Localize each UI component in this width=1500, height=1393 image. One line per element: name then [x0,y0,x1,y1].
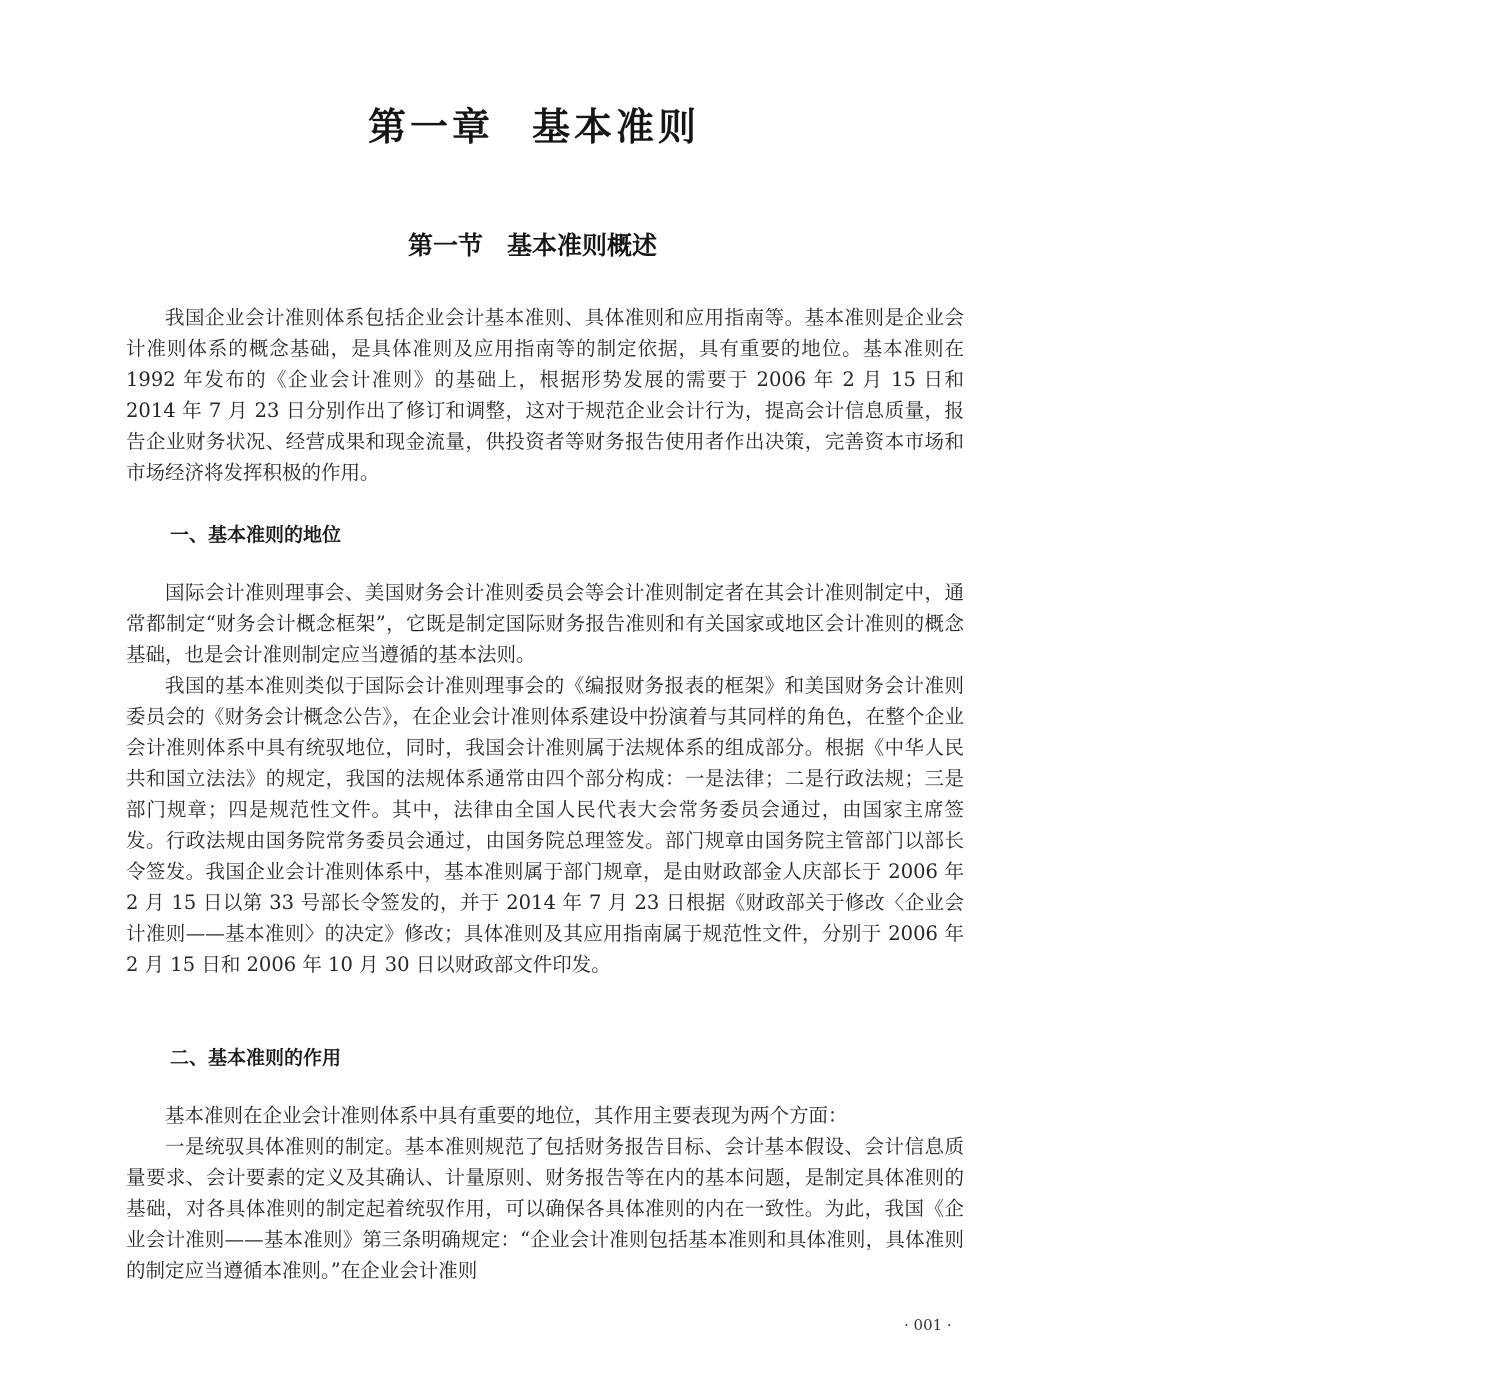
subsection-role-text [126,1100,964,1286]
intro-text [126,302,964,488]
paragraph: 一是统驭具体准则的制定。基本准则规范了包括财务报告目标、会计基本假设、会计信息质量要求、会计要素的定义及其确认、计量原则、财务报告等在内的基本问题，是制定具体准则的基础，对各具体准则的制定起着统驭作用，可以确保各具体准则的内在一致性。为此，我国《企业会计准则——基本准则》第三条明确规定：“企业会计准则包括基本准则和具体准则，具体准则的制定应当遵循本准则。”在企业会计准则 [126,1135,964,1282]
paragraph: 国际会计准则理事会、美国财务会计准则委员会等会计准则制定者在其会计准则制定中，通常都制定“财务会计概念框架”，它既是制定国际财务报告准则和有关国家或地区会计准则的概念基础，也是会计准则制定应当遵循的基本法则。 [126,581,964,666]
chapter-name: 基本准则 [532,104,701,149]
subsection-status-text [126,577,964,980]
chapter-title [368,96,700,151]
chapter-number: 第一章 [368,104,495,149]
section-name: 基本准则概述 [507,231,658,260]
subsection-heading-status: 一、基本准则的地位 [170,524,342,546]
paragraph: 我国的基本准则类似于国际会计准则理事会的《编报财务报表的框架》和美国财务会计准则委员会的《财务会计概念公告》，在企业会计准则体系建设中扮演着与其同样的角色，在整个企业会计准则体系中具有统驭地位，同时，我国会计准则属于法规体系的组成部分。根据《中华人民共和国立法法》的规定，我国的法规体系通常由四个部分构成：一是法律；二是行政法规；三是部门规章；四是规范性文件。其中，法律由全国人民代表大会常务委员会通过，由国家主席签发。行政法规由国务院常务委员会通过，由国务院总理签发。部门规章由国务院主管部门以部长令签发。我国企业会计准则体系中，基本准则属于部门规章，是由财政部金人庆部长于 2006 年 2 月 15 日以第 33 号部长令签发的，并于 2014 年 7 月 23 日根据《财政部关于修改〈企业会计准则——基本准则〉的决定》修改；具体准则及其应用指南属于规范性文件，分别于 2006 年 2 月 15 日和 2006 年 10 月 30 日以财政部文件印发。 [126,674,964,976]
section-title [408,226,657,262]
page-number: · 001 · [904,1316,952,1334]
section-number: 第一节 [408,231,484,260]
paragraph: 我国企业会计准则体系包括企业会计基本准则、具体准则和应用指南等。基本准则是企业会计准则体系的概念基础，是具体准则及应用指南等的制定依据，具有重要的地位。基本准则在 1992 年发布的《企业会计准则》的基础上，根据形势发展的需要于 2006 年 2 月 15 日和 2014 年 7 月 23 日分别作出了修订和调整，这对于规范企业会计行为，提高会计信息质量，报告企业财务状况、经营成果和现金流量，供投资者等财务报告使用者作出决策，完善资本市场和市场经济将发挥积极的作用。 [126,306,964,484]
subsection-heading-role: 二、基本准则的作用 [170,1047,342,1069]
paragraph: 基本准则在企业会计准则体系中具有重要的地位，其作用主要表现为两个方面： [165,1104,848,1127]
